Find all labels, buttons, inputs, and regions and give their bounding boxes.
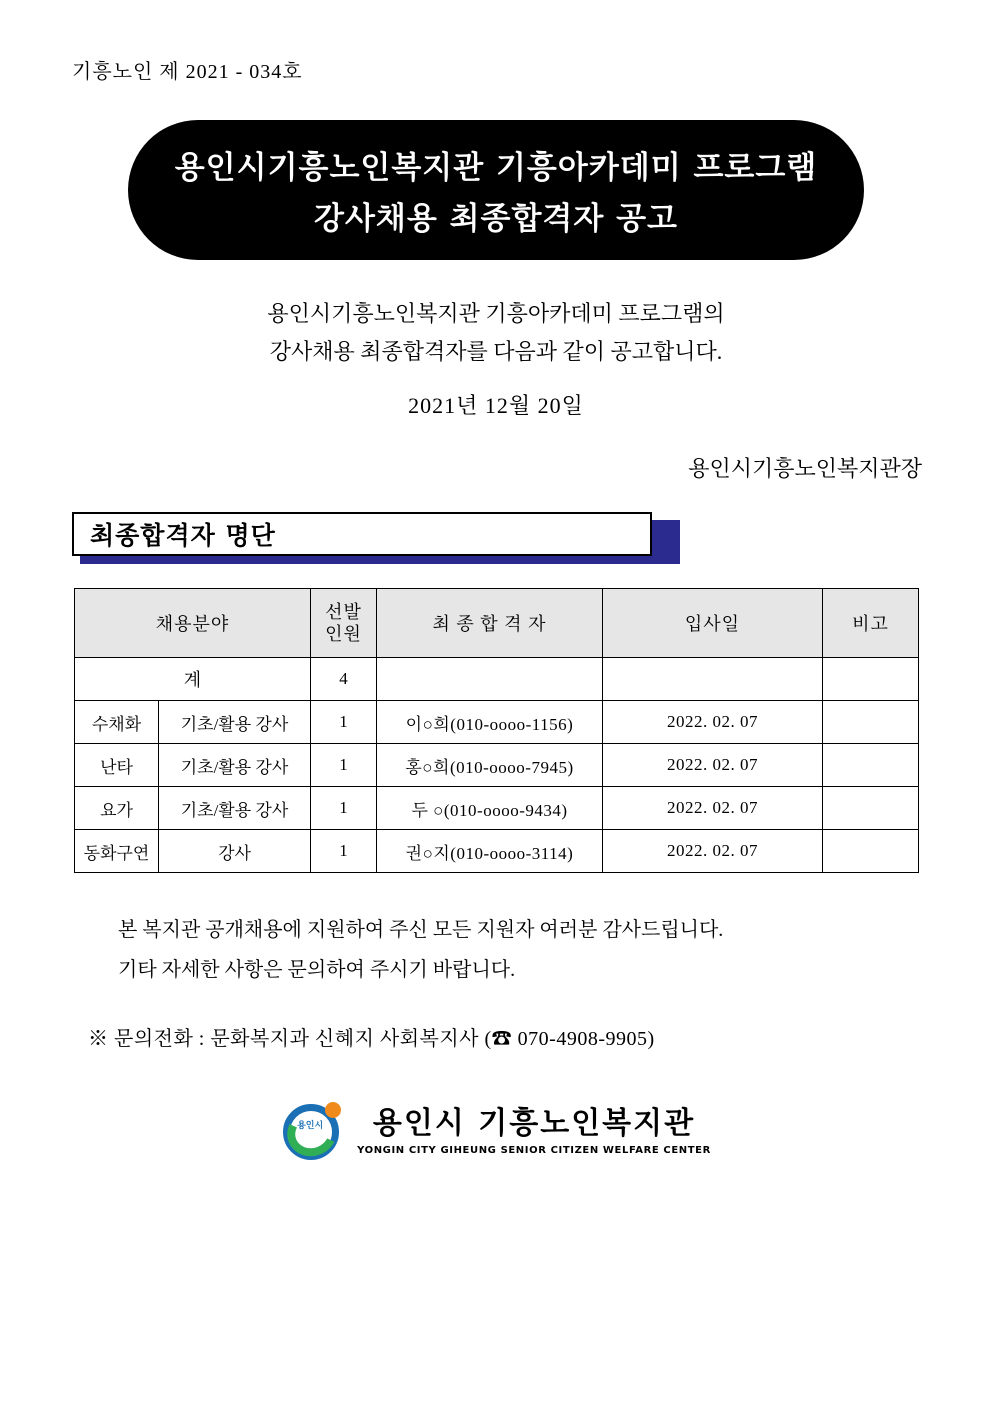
organization-logo [0, 1100, 992, 1162]
row-count: 1 [311, 744, 377, 787]
issuer-signature: 용인시기흥노인복지관장 [688, 456, 922, 481]
table-row [75, 744, 919, 787]
total-hire-date [603, 658, 823, 701]
contact-line: ※ 문의전화 : 문화복지과 신혜지 사회복지사 (☎ 070-4908-9905) [88, 1028, 655, 1050]
row-count: 1 [311, 830, 377, 873]
row-name: 권○지(010-oooo-3114) [377, 830, 603, 873]
row-note [823, 787, 919, 830]
title-banner [128, 120, 864, 260]
header-name: 최 종 합 격 자 [377, 589, 603, 658]
row-hire-date: 2022. 02. 07 [603, 701, 823, 744]
logo-korean-name: 용인시 기흥노인복지관 [372, 1105, 696, 1141]
row-note [823, 701, 919, 744]
title-line-1: 용인시기흥노인복지관 기흥아카데미 프로그램 [174, 150, 818, 186]
table-header-row [75, 589, 919, 658]
table-row [75, 830, 919, 873]
closing-notes [118, 910, 723, 990]
intro-line-2: 강사채용 최종합격자를 다음과 같이 공고합니다. [269, 339, 723, 364]
header-count [311, 589, 377, 658]
emblem-label: 용인시 [297, 1121, 324, 1131]
total-note [823, 658, 919, 701]
final-candidates-table [74, 588, 919, 873]
table-row [75, 787, 919, 830]
row-field2: 기초/활용 강사 [159, 744, 311, 787]
row-name: 이○희(010-oooo-1156) [377, 701, 603, 744]
intro-line-1: 용인시기흥노인복지관 기흥아카데미 프로그램의 [267, 301, 725, 326]
row-count: 1 [311, 787, 377, 830]
header-field: 채용분야 [75, 589, 311, 658]
intro-paragraph [0, 295, 992, 425]
row-count: 1 [311, 701, 377, 744]
row-note [823, 744, 919, 787]
row-name: 두 ○(010-oooo-9434) [377, 787, 603, 830]
logo-english-name: YONGIN CITY GIHEUNG SENIOR CITIZEN WELFARE CENTER [357, 1144, 711, 1156]
total-name [377, 658, 603, 701]
title-line-2: 강사채용 최종합격자 공고 [314, 201, 678, 237]
table-row [75, 701, 919, 744]
row-field2: 강사 [159, 830, 311, 873]
total-count: 4 [311, 658, 377, 701]
row-hire-date: 2022. 02. 07 [603, 830, 823, 873]
row-field1: 요가 [75, 787, 159, 830]
row-field2: 기초/활용 강사 [159, 787, 311, 830]
header-count-line-1: 선발 [325, 602, 362, 622]
section-heading [72, 512, 672, 560]
closing-note-line-1: 본 복지관 공개채용에 지원하여 주신 모든 지원자 여러분 감사드립니다. [118, 919, 724, 941]
header-count-line-2: 인원 [325, 624, 362, 644]
row-hire-date: 2022. 02. 07 [603, 744, 823, 787]
row-hire-date: 2022. 02. 07 [603, 787, 823, 830]
row-field2: 기초/활용 강사 [159, 701, 311, 744]
header-hire-date: 입사일 [603, 589, 823, 658]
section-heading-box [72, 512, 652, 556]
emblem-dot [325, 1102, 341, 1118]
header-note: 비고 [823, 589, 919, 658]
row-field1: 난타 [75, 744, 159, 787]
row-note [823, 830, 919, 873]
table-row-total [75, 658, 919, 701]
row-field1: 동화구연 [75, 830, 159, 873]
section-heading-label: 최종합격자 명단 [90, 521, 276, 550]
total-label: 계 [75, 658, 311, 701]
closing-note-line-2: 기타 자세한 사항은 문의하여 주시기 바랍니다. [118, 959, 516, 981]
row-name: 홍○희(010-oooo-7945) [377, 744, 603, 787]
row-field1: 수채화 [75, 701, 159, 744]
yongin-emblem-icon [281, 1100, 343, 1162]
document-number: 기흥노인 제 2021 - 034호 [72, 61, 303, 83]
announcement-date: 2021년 12월 20일 [408, 393, 584, 418]
logo-text [357, 1107, 711, 1156]
